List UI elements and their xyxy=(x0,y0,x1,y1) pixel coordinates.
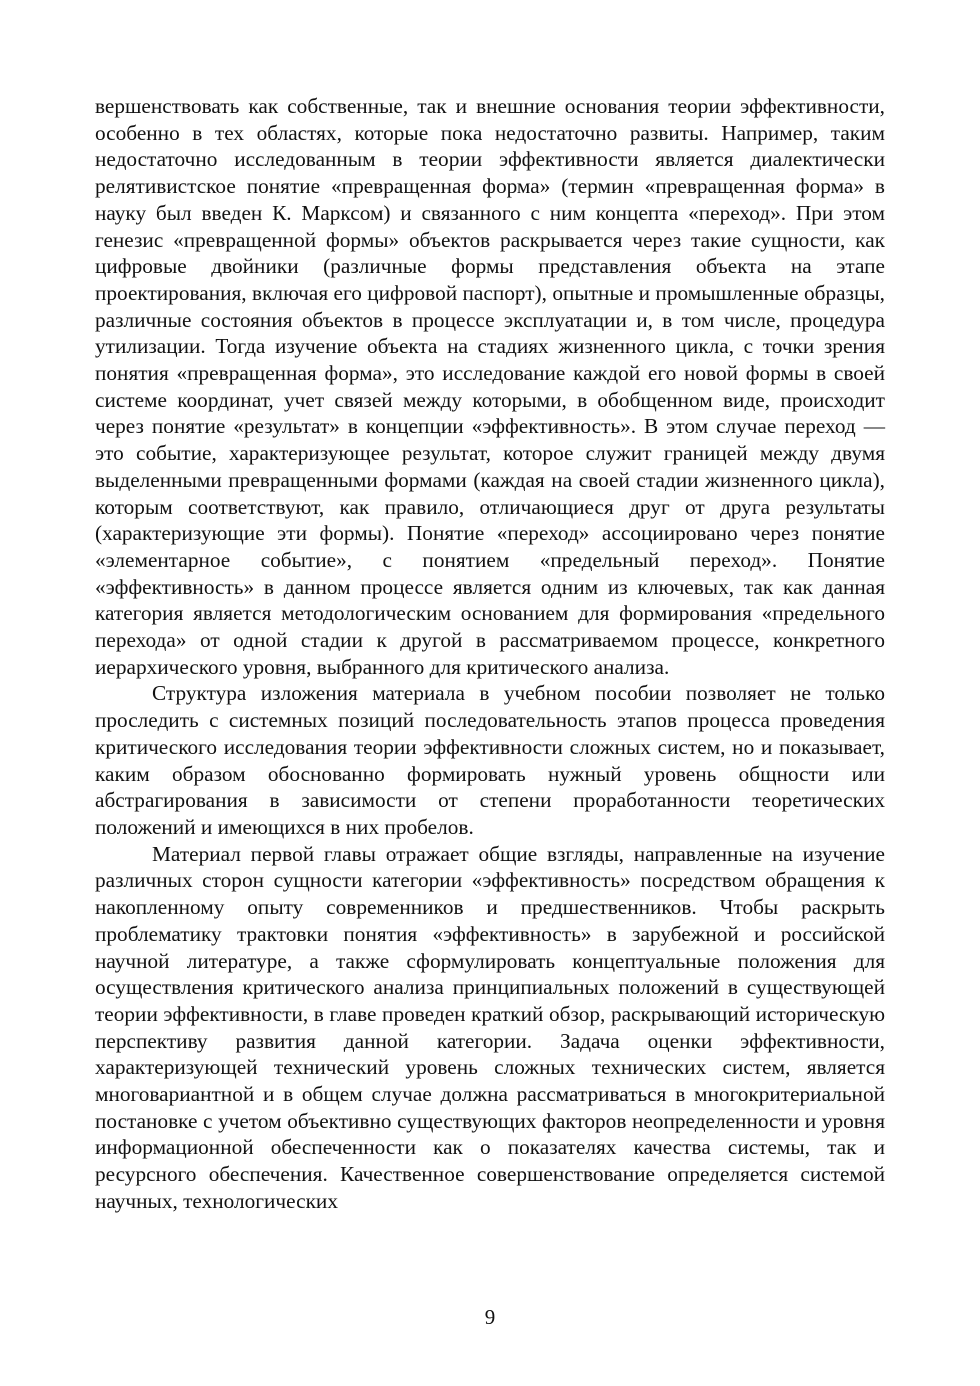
paragraph-continuation: вершенствовать как собственные, так и внешние основания теории эффективности, особенно в тех областях, которые пока недостаточно развиты. Например, таким недостаточно исследованным в теории эффективности является диалектически релятивистское понятие «превращенная форма» (термин «превращенная форма» в науку был введен К. Марксом) и связанного с ним концепта «переход». При этом генезис «превращенной формы» объектов раскрывается через такие сущности, как цифровые двойники (различные формы представления объекта на этапе проектирования, включая его цифровой паспорт), опытные и промышленные образцы, различные состояния объектов в процессе эксплуатации и, в том числе, процедура утилизации. Тогда изучение объекта на стадиях жизненного цикла, с точки зрения понятия «превращенная форма», это исследование каждой его новой формы в своей системе координат, учет связей между которыми, в обобщенном виде, происходит через понятие «результат» в концепции «эффективность». В этом случае переход — это событие, характеризующее результат, которое служит границей между двумя выделенными превращенными формами (каждая на своей стадии жизненного цикла), которым соответствуют, как правило, отличающиеся друг от друга результаты (характеризующие эти формы). Понятие «переход» ассоциировано через понятие «элементарное событие», с понятием «предельный переход». Понятие «эффективность» в данном процессе является одним из ключевых, так как данная категория является методологическим основанием для формирования «предельного перехода» от одной стадии к другой в рассматриваемом процессе, конкретного иерархического уровня, выбранного для критического анализа. xyxy=(95,94,885,679)
paragraph-first-chapter: Материал первой главы отражает общие взгляды, направленные на изучение различных сторон сущности категории «эффективность» посредством обращения к накопленному опыту современников и предшественников. Чтобы раскрыть проблематику трактовки понятия «эффективность» в зарубежной и российской научной литературе, а также сформулировать концептуальные положения для осуществления критического анализа принципиальных положений в существующей теории эффективности, в главе проведен краткий обзор, раскрывающий историческую перспективу развития данной категории. Задача оценки эффективности, характеризующей технический уровень сложных технических систем, является многовариантной и в общем случае должна рассматриваться в многокритериальной постановке с учетом объективно существующих факторов неопределенности и уровня информационной обеспеченности как о показателях качества системы, так и ресурсного обеспечения. Качественное совершенствование определяется системой научных, технологических xyxy=(95,841,885,1213)
paragraph-structure: Структура изложения материала в учебном пособии позволяет не только проследить с системных позиций последовательность этапов процесса проведения критического исследования теории эффективности сложных систем, но и показывает, каким образом обоснованно формировать нужный уровень общности или абстрагирования в зависимости от степени проработанности теоретических положений и имеющихся в них пробелов. xyxy=(95,681,885,839)
body-text xyxy=(95,93,885,1215)
page-number: 9 xyxy=(484,1305,496,1329)
